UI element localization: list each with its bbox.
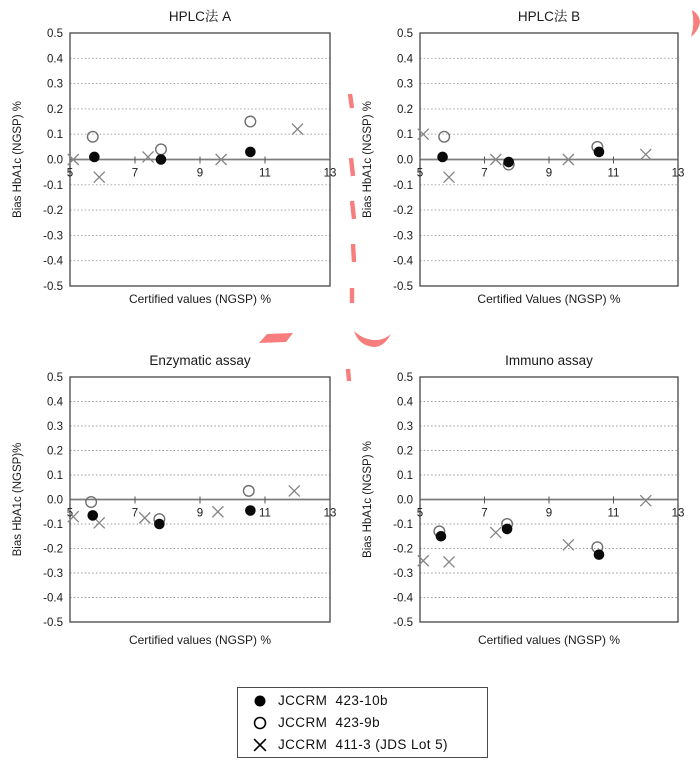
y-axis-title: Bias HbA1c (NGSP) % — [362, 441, 374, 558]
x-marker — [292, 124, 303, 135]
y-tick-label: -0.5 — [393, 617, 413, 629]
y-tick-label: 0.5 — [397, 372, 413, 384]
y-tick-label: 0.3 — [47, 78, 63, 91]
x-tick-label: 11 — [259, 167, 271, 180]
x-marker — [640, 149, 651, 160]
legend-label: JCCRM 411-3 (JDS Lot 5) — [278, 737, 448, 752]
open-circle-marker — [87, 131, 98, 142]
x-marker — [289, 485, 300, 496]
x-tick-label: 7 — [131, 507, 139, 520]
x-marker — [490, 527, 501, 538]
series-filled-circle — [87, 505, 255, 529]
x-axis-title: Certified values (NGSP) % — [128, 633, 272, 647]
x-marker — [212, 506, 223, 517]
y-tick-label: -0.5 — [393, 281, 413, 293]
y-tick-label: -0.3 — [393, 568, 413, 580]
legend-item-jccrm-423-10b — [251, 690, 487, 712]
chart-title: Immuno assay — [505, 353, 593, 368]
x-marker — [143, 151, 154, 162]
x-marker — [94, 172, 105, 183]
x-tick-label: 5 — [66, 167, 74, 180]
y-tick-label: 0.4 — [397, 396, 413, 409]
x-tick-label: 9 — [196, 507, 204, 520]
x-tick-label: 9 — [545, 167, 553, 180]
y-tick-label: 0.5 — [47, 372, 63, 384]
filled-circle-marker — [594, 147, 605, 158]
y-tick-label: 0.2 — [47, 445, 63, 458]
y-tick-label: 0.1 — [397, 129, 413, 142]
watermark-right-swoosh — [354, 331, 391, 347]
filled-circle-marker — [87, 510, 98, 521]
open-circle-marker — [86, 497, 97, 508]
legend-item-jccrm-423-9b — [251, 712, 487, 734]
y-tick-label: -0.1 — [43, 179, 63, 192]
x-axis-title: Certified Values (NGSP) % — [477, 292, 621, 306]
open-circle-marker — [245, 116, 256, 127]
x-axis-title: Certified values (NGSP) % — [128, 292, 272, 306]
legend-label: JCCRM 423-9b — [278, 715, 380, 730]
chart-title: HPLC法 B — [517, 9, 581, 24]
y-axis-title: Bias HbA1c (NGSP) % — [12, 101, 24, 218]
x-tick-label: 9 — [545, 507, 553, 520]
legend-label: JCCRM 423-10b — [278, 693, 388, 708]
filled-circle-marker-icon — [251, 692, 269, 710]
filled-circle-marker — [156, 154, 167, 165]
series-x-mark — [418, 495, 652, 567]
y-tick-label: 0.3 — [397, 78, 413, 91]
filled-circle-marker — [255, 695, 266, 706]
y-tick-label: -0.3 — [393, 230, 413, 243]
open-circle-marker-icon — [251, 714, 269, 732]
filled-circle-marker — [436, 531, 447, 542]
y-tick-label: -0.1 — [393, 179, 413, 192]
y-tick-label: 0.0 — [397, 154, 413, 167]
open-circle-marker — [439, 131, 450, 142]
x-marker — [640, 495, 651, 506]
y-tick-label: -0.1 — [393, 519, 413, 531]
x-tick-label: 13 — [323, 507, 337, 520]
y-tick-label: 0.5 — [397, 28, 413, 40]
x-tick-label: 11 — [259, 507, 271, 520]
y-tick-label: -0.4 — [43, 255, 63, 268]
open-circle-marker — [156, 144, 167, 155]
filled-circle-marker — [245, 147, 256, 158]
filled-circle-marker — [437, 152, 448, 163]
x-marker — [254, 739, 266, 751]
y-tick-label: -0.4 — [393, 592, 413, 605]
filled-circle-marker — [154, 519, 165, 530]
x-tick-label: 5 — [416, 167, 424, 180]
x-tick-label: 7 — [481, 507, 488, 520]
x-marker — [444, 556, 455, 567]
y-tick-label: -0.4 — [393, 255, 413, 268]
y-tick-label: -0.2 — [43, 205, 63, 218]
series-open-circle — [434, 519, 603, 553]
y-tick-label: 0.3 — [397, 421, 413, 433]
filled-circle-marker — [245, 505, 256, 516]
series-filled-circle — [436, 524, 605, 560]
y-tick-label: -0.3 — [43, 230, 63, 243]
series-open-circle — [439, 131, 603, 169]
x-tick-label: 13 — [671, 167, 685, 180]
y-tick-label: 0.4 — [397, 53, 413, 66]
y-tick-label: 0.0 — [47, 494, 63, 507]
x-axis-title: Certified values (NGSP) % — [477, 633, 621, 647]
x-tick-label: 5 — [66, 507, 74, 520]
x-tick-label: 7 — [131, 167, 139, 180]
x-tick-label: 7 — [481, 167, 488, 180]
filled-circle-marker — [503, 157, 514, 168]
y-tick-label: 0.4 — [47, 396, 63, 409]
chart-title: Enzymatic assay — [149, 353, 251, 368]
y-tick-label: 0.0 — [47, 154, 63, 167]
y-axis-title: Bias HbA1c (NGSP) % — [362, 101, 374, 218]
y-tick-label: -0.3 — [43, 568, 63, 580]
legend-item-jccrm-411-3 — [251, 734, 487, 756]
series-open-circle — [87, 116, 255, 154]
y-tick-label: 0.0 — [397, 494, 413, 507]
y-tick-label: 0.2 — [47, 103, 63, 116]
y-tick-label: 0.2 — [397, 445, 413, 458]
filled-circle-marker — [89, 152, 100, 163]
x-tick-label: 13 — [671, 507, 685, 520]
chart-hplc-b — [350, 0, 700, 318]
y-tick-label: 0.1 — [47, 129, 63, 142]
y-tick-label: -0.2 — [393, 543, 413, 556]
x-tick-label: 5 — [416, 507, 424, 520]
chart-hplc-a — [0, 0, 350, 318]
x-marker — [444, 172, 455, 183]
y-tick-label: 0.4 — [47, 53, 63, 66]
series-open-circle — [86, 486, 254, 525]
chart-immuno-assay — [350, 350, 700, 662]
legend-box — [237, 687, 488, 758]
y-tick-label: -0.4 — [43, 592, 63, 605]
x-marker — [139, 512, 150, 523]
y-tick-label: 0.1 — [47, 470, 63, 482]
y-tick-label: 0.2 — [397, 103, 413, 116]
open-circle-marker — [255, 717, 266, 728]
x-tick-label: 9 — [196, 167, 204, 180]
filled-circle-marker — [502, 524, 513, 535]
y-tick-label: 0.3 — [47, 421, 63, 433]
y-axis-title: Bias HbA1c (NGSP)% — [12, 442, 24, 557]
y-tick-label: -0.2 — [43, 543, 63, 556]
y-tick-label: -0.1 — [43, 519, 63, 531]
y-tick-label: -0.5 — [43, 281, 63, 293]
chart-title: HPLC法 A — [168, 9, 232, 24]
y-tick-label: -0.2 — [393, 205, 413, 218]
series-filled-circle — [437, 147, 604, 168]
y-tick-label: -0.5 — [43, 617, 63, 629]
chart-enzymatic-assay — [0, 350, 350, 662]
open-circle-marker — [243, 486, 254, 497]
x-tick-label: 11 — [607, 507, 620, 520]
x-tick-label: 13 — [323, 167, 337, 180]
x-mark-marker-icon — [251, 736, 269, 754]
series-filled-circle — [89, 147, 256, 165]
filled-circle-marker — [594, 549, 605, 560]
y-tick-label: 0.5 — [47, 28, 63, 40]
y-tick-label: 0.1 — [397, 470, 413, 482]
watermark-left-swoosh — [259, 333, 293, 343]
x-tick-label: 11 — [607, 167, 620, 180]
